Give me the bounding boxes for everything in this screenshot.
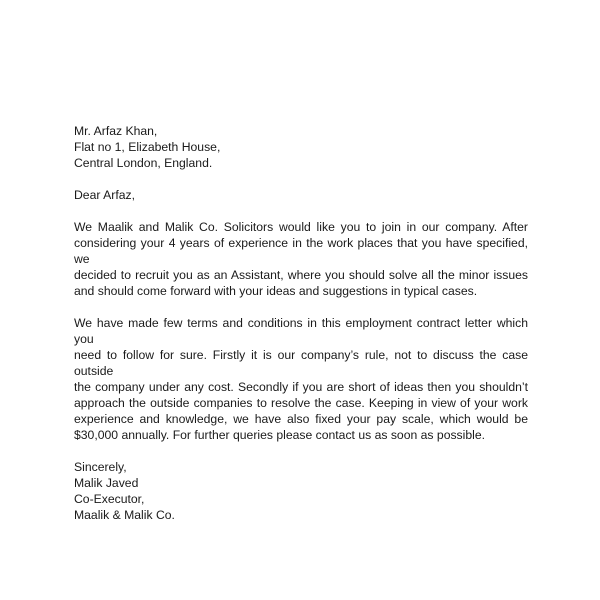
- spacer: [74, 443, 528, 459]
- paragraph-line: We have made few terms and conditions in this employment contract letter which you: [74, 316, 528, 346]
- paragraph-line: the company under any cost. Secondly if you are short of ideas then you shouldn’t: [74, 380, 528, 394]
- closing-block: [74, 459, 528, 523]
- paragraph-line: experience and knowledge, we have also fixed your pay scale, which would be: [74, 412, 528, 426]
- paragraph-line: We Maalik and Malik Co. Solicitors would like you to join in our company. After: [74, 220, 528, 234]
- paragraph-line: need to follow for sure. Firstly it is our company’s rule, not to discuss the case outside: [74, 348, 528, 378]
- paragraph-line: approach the outside companies to resolve the case. Keeping in view of your work: [74, 396, 528, 410]
- paragraph-line: and should come forward with your ideas and suggestions in typical cases.: [74, 284, 478, 298]
- recipient-name: Mr. Arfaz Khan,: [74, 124, 158, 138]
- recipient-address: [74, 123, 528, 171]
- recipient-address-line-1: Flat no 1, Elizabeth House,: [74, 140, 221, 154]
- signer-company: Maalik & Malik Co.: [74, 508, 175, 522]
- signer-title: Co-Executor,: [74, 492, 145, 506]
- paragraph-terms: [74, 315, 528, 443]
- spacer: [74, 171, 528, 187]
- letter-body: [74, 123, 528, 523]
- salutation: Dear Arfaz,: [74, 188, 135, 202]
- signer-name: Malik Javed: [74, 476, 139, 490]
- recipient-address-line-2: Central London, England.: [74, 156, 213, 170]
- paragraph-line: decided to recruit you as an Assistant, where you should solve all the minor issues: [74, 268, 528, 282]
- paragraph-line: considering your 4 years of experience in the work places that you have specified, we: [74, 236, 528, 266]
- paragraph-line: $30,000 annually. For further queries please contact us as soon as possible.: [74, 428, 486, 442]
- spacer: [74, 203, 528, 219]
- valediction: Sincerely,: [74, 460, 127, 474]
- paragraph-offer: [74, 219, 528, 299]
- spacer: [74, 299, 528, 315]
